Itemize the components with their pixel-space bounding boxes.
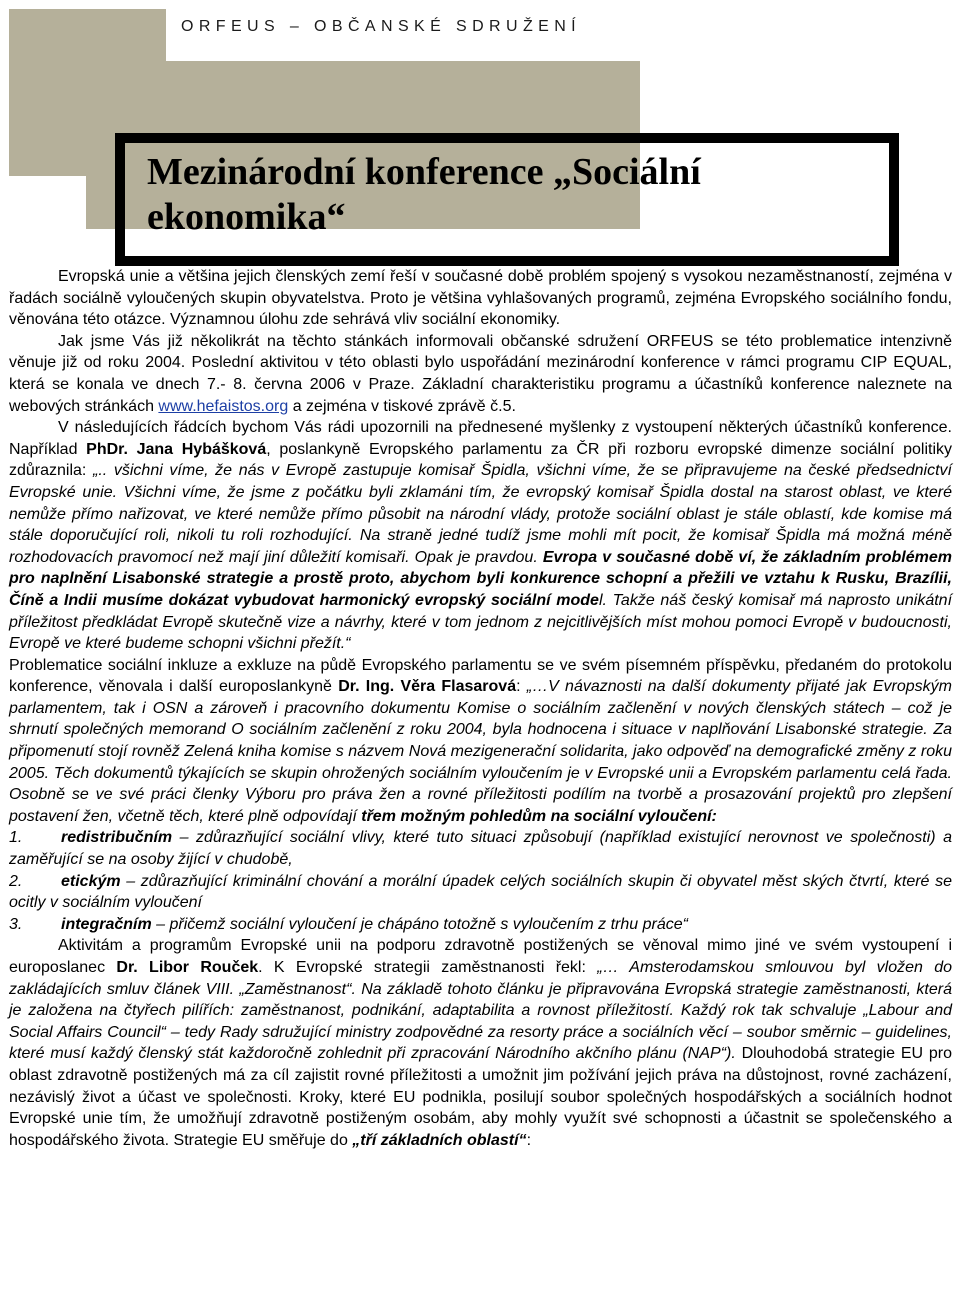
- paragraph-text: Problematice sociální inkluze a exkluze na půdě Evropského parlamentu se ve svém písemném příspěvku, předaném do protokolu konference, věnovala i další europoslankyně: [9, 656, 952, 696]
- list-number: 3.: [9, 915, 23, 933]
- paragraph-text: , poslankyně Evropského parlamentu za ČR při rozboru evropské dimenze sociální politiky zdůraznila:: [9, 440, 953, 480]
- list-text: – zdůrazňující kriminální chování a morální úpadek celých sociálních skupin či obyvatel měst ských čtvrtí, které se ocitly v sociálním vyloučení: [9, 872, 952, 912]
- spacer: [128, 441, 137, 458]
- paragraph-intro: [9, 266, 952, 331]
- paragraph-text: Dlouhodobá strategie EU pro oblast zdravotně postižených má za cíl zajistit rovné příležitosti a umožnit jim požívání jejich práva na důstojnost, rovné zacházení, nezávislý život a účast ve společnosti. Kroky, které EU podnikla, posilují soubor společných hospodářských a sociálních hodnot Evropské unie tím, že umožňují zdravotně postiženým osobám, aby mohly využít své schopnosti a účastnit se společenského a hospodářského života. Strategie EU směřuje do: [9, 1045, 952, 1149]
- list-item: [9, 871, 952, 914]
- paragraph-text: . K Evropské strategii zaměstnanosti řekl:: [258, 959, 598, 976]
- list-item: [9, 914, 952, 936]
- paragraph-orfeus: [9, 331, 952, 417]
- list-text: – zdůrazňující sociální vlivy, které tuto situaci způsobují (například existující nerovnost ve společnosti) a zaměřující se na osoby žijící v chudobě,: [9, 829, 952, 869]
- paragraph-text: Evropská unie a většina jejich členských zemí řeší v současné době problém spojený s vysokou nezaměstnaností, zejména v řadách sociálně vyloučených skupin obyvatelstva. Proto je většina vyhlašovaných programů, zejména Evropského sociálního fondu, věnována této otázce. Významnou úlohu zde sehrává vliv sociální ekonomiky.: [9, 268, 952, 329]
- list-text: – přičemž sociální vyloučení je chápáno totožně s vyloučením z trhu práce“: [151, 915, 688, 933]
- list-term: integračním: [61, 915, 152, 933]
- article-body: [9, 266, 952, 1151]
- quote-text: „…V návaznosti na další dokumenty přijaté jak Evropským parlamentem, tak i OSN a zároveň i pracovního dokumentu Komise o sociálním začlenění v nových členských státech – což je shrnutí společných memorand O sociálním začlenění z roku 2004, byla hodnocena i situace v naplňování Lisabonské strategie. Za připomenutí stojí rovněž Zelená kniha komise s názvem Nová mezigenerační solidarita, jako odpověď na demografické změny z roku 2005. Těch dokumentů týkajících se skupin ohrožených sociálním vyloučením je v Evropské unii a Evropském parlamentu celá řada. Osobně se ve své práci členky Výboru pro práva žen a rovné příležitosti podílím na tvorbě a prosazování projektů pro zlepšení postavení žen, včetně těch, které plně odpovídají: [9, 678, 952, 825]
- quote-text: Takže náš český komisař má naprosto unikátní příležitost předkládat Evropě skutečně vize a návrhy, které v tom jednom z nejcitlivějších míst mohou pomoci Evropě v budoucnosti, Evropě ve které budeme schopni všichni přežít.“: [9, 591, 953, 653]
- hefaistos-link[interactable]: www.hefaistos.org: [158, 397, 289, 415]
- paragraph-text: Jak jsme Vás již několikrát na těchto stánkách informovali občanské sdružení ORFEUS se této problematice intenzivně věnuje již od roku 2004. Poslední aktivitou v této oblasti bylo uspořádání mezinárodní konference v rámci programu CIP EQUAL, která se konala ve dnech 7.- 8. června 2006 v Praze. Základní charakteristiku programu a účastníků konference naleznete na webových stránkách: [9, 332, 952, 415]
- exclusion-views-list: [9, 827, 952, 935]
- list-item: [9, 827, 952, 870]
- quote-text: „… Amsterodamskou smlouvou byl vložen do zakládajících smluv článek VIII. „Zaměstnanost“. Na základě tohoto článku je připravována Evropská strategie zaměstnanosti, která je založena na čtyřech pilířích: zaměstnanost, podnikání, adaptabilita a rovnost příležitostí. Každý rok tak schvaluje „Labour and Social Affairs Council“ – tedy Rady sdružující ministry zodpovědné za resorty práce a sociálních věcí – soubor směrnic – guidelines, které musí každý členský stát každoročně zohlednit při zpracování Národního akčního plánu (NAP“).: [9, 959, 953, 1063]
- quote-text: l.: [598, 591, 607, 609]
- speaker-name: Dr. Ing. Věra Flasarová: [338, 678, 517, 696]
- quote-emphasis: Evropa v současné době ví, že základním problémem pro naplnění Lisabonské strategie a prostě proto, abychom byli konkurence schopní a přežili ve vztahu k Rusku, Brazílii, Číně a Indii musíme dokázat vybudovat harmonický evropský sociální mode: [9, 548, 952, 609]
- quote-emphasis: třem možným pohledům na sociální vyloučení:: [361, 807, 717, 825]
- paragraph-roucek: [9, 935, 952, 1151]
- paragraph-flasarova: [9, 655, 952, 828]
- quote-emphasis: „tří základních oblastí“: [352, 1131, 527, 1149]
- paragraph-text: V následujících řádcích bychom Vás rádi upozornili na přednesené myšlenky z vystoupení některých účastníků konference. Například: [9, 419, 952, 458]
- list-number: 2.: [9, 872, 23, 890]
- speaker-name: Jana Hybášková: [136, 440, 267, 458]
- paragraph-text: Aktivitám a programům Evropské unii na podporu zdravotně postižených se věnoval mimo jiné ve svém vystoupení i europoslanec: [9, 937, 952, 976]
- paragraph-hybaskova: [9, 417, 952, 655]
- list-term: etickým: [61, 872, 121, 890]
- article-title: Mezinárodní konference „Sociální ekonomika“: [147, 151, 701, 238]
- list-term: redistribučním: [61, 829, 173, 847]
- organization-header: ORFEUS – OBČANSKÉ SDRUŽENÍ: [181, 18, 582, 35]
- quote-text: „.. všichni víme, že nás v Evropě zastupuje komisař Špidla, všichni víme, že se připravujeme na české předsednictví Evropské unie. Všichni víme, že jsme z počátku byli zklamáni tím, že evropský komisař Špidla dostal na starost oblast, ve které nemůže přímo nařizovat, ve které nemůže přímo působit na národní vlády, protože sociální oblast je stále oblastí, kde komise má stále doporučující roli, nikoli tu roli rozhodující. Na straně jedné tudíž jsme mohli mít pocit, že komisař Špidla má možná méně rozhodovacích pravomocí než mají jiní důležití komisaři. Opak je pravdou.: [9, 462, 952, 566]
- speaker-title: PhDr.: [86, 440, 128, 458]
- speaker-name: Dr. Libor Rouček: [116, 959, 259, 976]
- paragraph-text: :: [516, 678, 527, 696]
- paragraph-text: a zejména v tiskové zprávě č.5.: [288, 397, 516, 415]
- paragraph-text: :: [526, 1131, 532, 1149]
- list-number: 1.: [9, 829, 23, 847]
